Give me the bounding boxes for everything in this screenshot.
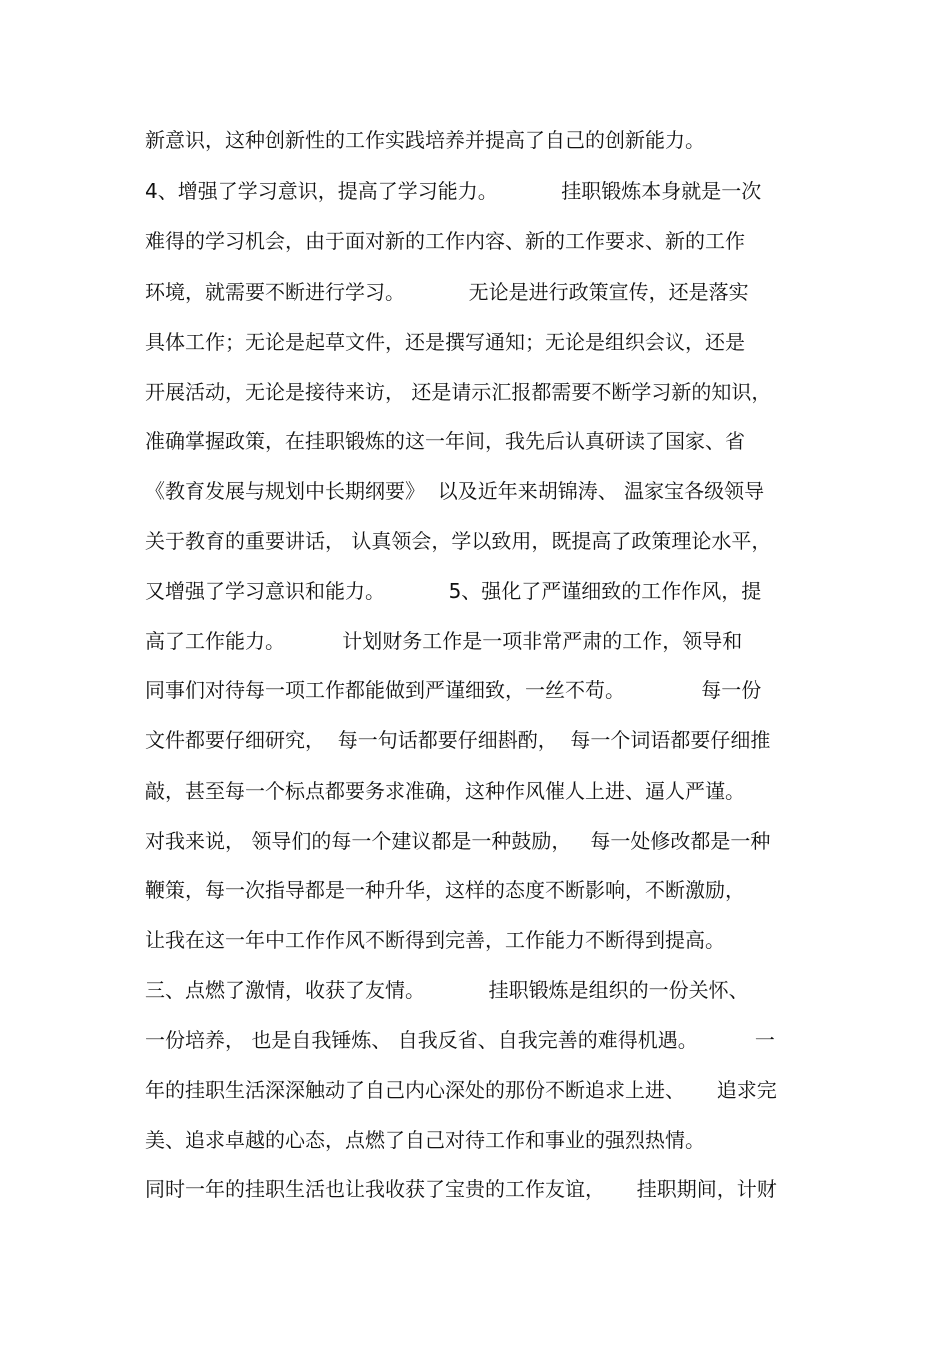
body-text-line: 一份培养， 也是自我锤炼、 自我反省、自我完善的难得机遇。 一 <box>145 1028 775 1052</box>
body-text-line: 又增强了学习意识和能力。 5、强化了严谨细致的工作作风，提 <box>145 579 762 603</box>
body-text-line: 《教育发展与规划中长期纲要》 以及近年来胡锦涛、 温家宝各级领导 <box>145 479 765 503</box>
body-text-line: 同事们对待每一项工作都能做到严谨细致，一丝不苟。 每一份 <box>145 678 762 702</box>
body-text-line: 新意识，这种创新性的工作实践培养并提高了自己的创新能力。 <box>145 128 705 152</box>
body-text-line: 对我来说， 领导们的每一个建议都是一种鼓励， 每一处修改都是一种 <box>145 829 771 853</box>
body-text-line: 同时一年的挂职生活也让我收获了宝贵的工作友谊， 挂职期间，计财 <box>145 1177 777 1201</box>
body-text-line: 具体工作；无论是起草文件，还是撰写通知；无论是组织会议，还是 <box>145 330 745 354</box>
body-text-line: 鞭策，每一次指导都是一种升华，这样的态度不断影响，不断激励， <box>145 878 745 902</box>
body-text-line: 准确掌握政策，在挂职锻炼的这一年间，我先后认真研读了国家、省 <box>145 429 745 453</box>
body-text-line: 文件都要仔细研究， 每一句话都要仔细斟酌， 每一个词语都要仔细推 <box>145 728 771 752</box>
body-text-line: 高了工作能力。 计划财务工作是一项非常严肃的工作，领导和 <box>145 629 743 653</box>
body-text-line: 4、增强了学习意识，提高了学习能力。 挂职锻炼本身就是一次 <box>145 179 762 203</box>
body-text-line: 开展活动，无论是接待来访， 还是请示汇报都需要不断学习新的知识， <box>145 380 772 404</box>
body-text-line: 让我在这一年中工作作风不断得到完善，工作能力不断得到提高。 <box>145 928 725 952</box>
body-text-line: 年的挂职生活深深触动了自己内心深处的那份不断追求上进、 追求完 <box>145 1078 777 1102</box>
body-text-line: 关于教育的重要讲话， 认真领会，学以致用，既提高了政策理论水平， <box>145 529 772 553</box>
body-text-line: 敲，甚至每一个标点都要务求准确，这种作风催人上进、逼人严谨。 <box>145 779 745 803</box>
body-text-line: 难得的学习机会，由于面对新的工作内容、新的工作要求、新的工作 <box>145 229 745 253</box>
body-text-line: 美、追求卓越的心态，点燃了自己对待工作和事业的强烈热情。 <box>145 1128 705 1152</box>
body-text-line: 三、点燃了激情，收获了友情。 挂职锻炼是组织的一份关怀、 <box>145 978 749 1002</box>
body-text-line: 环境，就需要不断进行学习。 无论是进行政策宣传，还是落实 <box>145 280 749 304</box>
